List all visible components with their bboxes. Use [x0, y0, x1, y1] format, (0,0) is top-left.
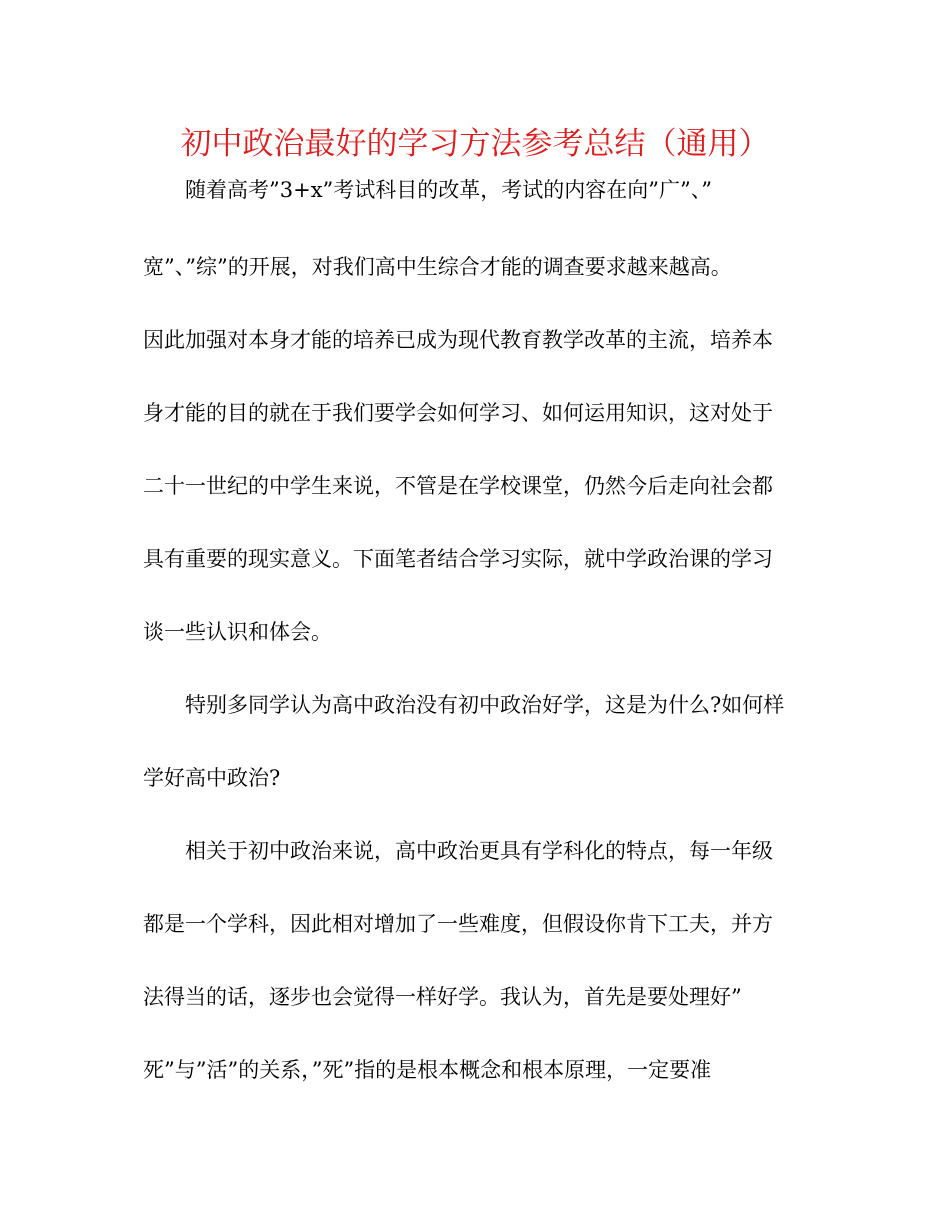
paragraph-line: 随着高考”3+x”考试科目的改革，考试的内容在向”广”、” [185, 178, 712, 202]
paragraph-line: 谈一些认识和体会。 [143, 620, 332, 644]
paragraph-line: 都是一个学科，因此相对增加了一些难度，但假设你肯下工夫，并方 [143, 912, 773, 936]
paragraph-line: 学好高中政治? [143, 766, 281, 790]
paragraph-line: 相关于初中政治来说，高中政治更具有学科化的特点，每一年级 [185, 839, 773, 863]
paragraph-line: 因此加强对本身才能的培养已成为现代教育教学改革的主流，培养本 [143, 328, 773, 352]
paragraph-line: 宽”、”综”的开展，对我们高中生综合才能的调查要求越来越高。 [143, 255, 732, 279]
paragraph-line: 法得当的话，逐步也会觉得一样好学。我认为，首先是要处理好” [143, 985, 742, 1009]
paragraph-line: 死”与”活”的关系，”死”指的是根本概念和根本原理，一定要准 [143, 1058, 712, 1082]
paragraph-line: 二十一世纪的中学生来说，不管是在学校课堂，仍然今后走向社会都 [143, 474, 773, 498]
paragraph-line: 具有重要的现实意义。下面笔者结合学习实际，就中学政治课的学习 [143, 547, 773, 571]
document-title: 初中政治最好的学习方法参考总结（通用） [180, 126, 770, 162]
paragraph-line: 特别多同学认为高中政治没有初中政治好学，这是为什么?如何样 [185, 693, 785, 717]
paragraph-line: 身才能的目的就在于我们要学会如何学习、如何运用知识，这对处于 [143, 401, 773, 425]
